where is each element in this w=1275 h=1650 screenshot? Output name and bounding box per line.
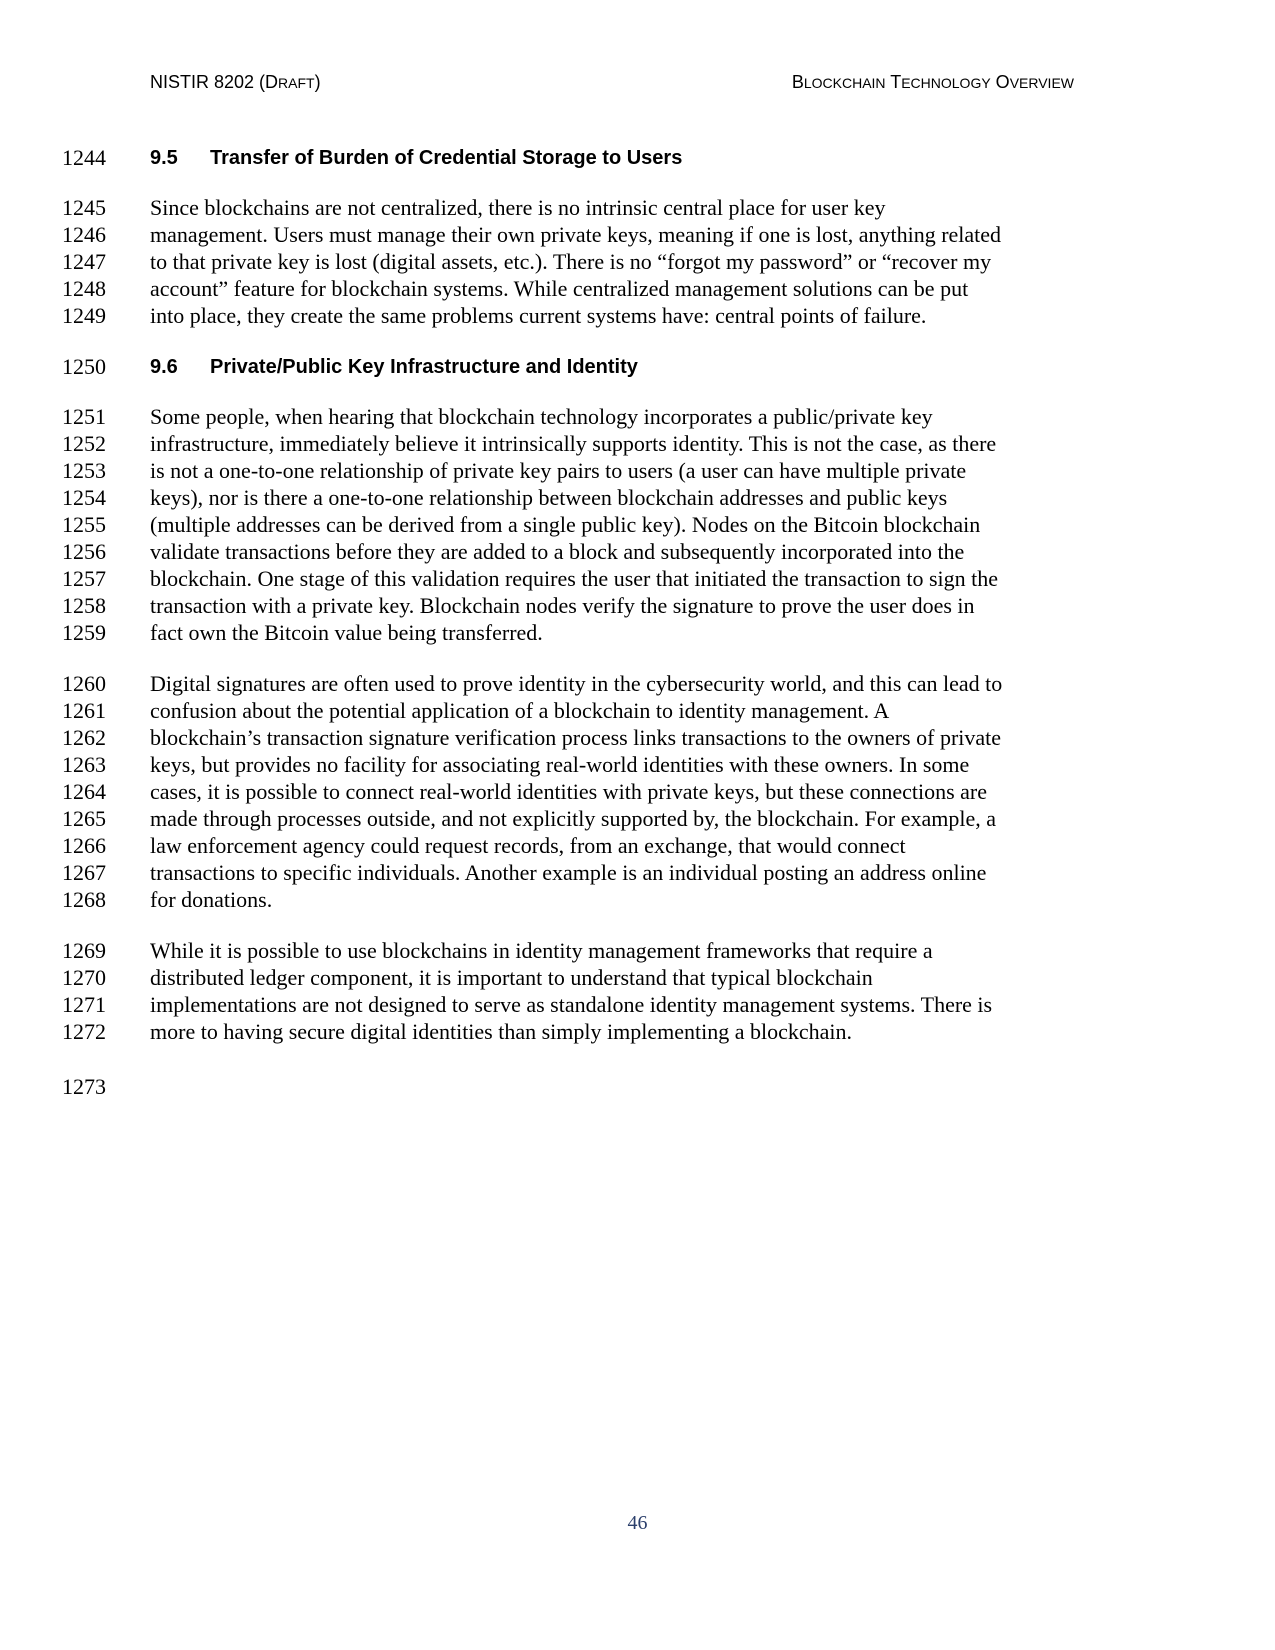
text-line xyxy=(0,697,1275,725)
text-line xyxy=(0,1073,1275,1101)
text-line xyxy=(0,538,1275,566)
line-number: 1270 xyxy=(62,965,106,990)
text-line xyxy=(0,619,1275,647)
line-number: 1248 xyxy=(62,276,106,301)
section-number: 9.5 xyxy=(150,147,178,169)
line-text: validate transactions before they are added to a block and subsequently incorporated into the xyxy=(150,539,965,564)
line-number: 1246 xyxy=(62,222,106,247)
line-number: 1251 xyxy=(62,404,106,429)
page-number: 46 xyxy=(627,1512,648,1534)
text-line xyxy=(0,592,1275,620)
section-heading xyxy=(150,353,638,381)
running-header-left: NISTIR 8202 (DRAFT) xyxy=(150,72,321,92)
section-title: Private/Public Key Infrastructure and Identity xyxy=(210,356,638,378)
line-text: Some people, when hearing that blockchain technology incorporates a public/private key xyxy=(150,404,933,429)
line-number: 1250 xyxy=(62,354,106,379)
text-line xyxy=(0,670,1275,698)
line-text: for donations. xyxy=(150,887,273,912)
line-text: is not a one-to-one relationship of private key pairs to users (a user can have multiple private xyxy=(150,458,967,483)
line-text: into place, they create the same problems current systems have: central points of failure. xyxy=(150,303,927,328)
line-text: law enforcement agency could request records, from an exchange, that would connect xyxy=(150,833,906,858)
text-line xyxy=(0,484,1275,512)
text-line xyxy=(0,859,1275,887)
line-text: blockchain’s transaction signature verification process links transactions to the owners of private xyxy=(150,725,1002,750)
line-text: keys, but provides no facility for associating real-world identities with these owners. In some xyxy=(150,752,970,777)
line-number: 1259 xyxy=(62,620,106,645)
line-number: 1264 xyxy=(62,779,106,804)
line-text: keys), nor is there a one-to-one relationship between blockchain addresses and public keys xyxy=(150,485,948,510)
text-line xyxy=(0,805,1275,833)
text-line xyxy=(0,991,1275,1019)
line-text: account” feature for blockchain systems. While centralized management solutions can be put xyxy=(150,276,969,301)
line-text: Digital signatures are often used to prove identity in the cybersecurity world, and this can lead to xyxy=(150,671,1003,696)
line-text: blockchain. One stage of this validation requires the user that initiated the transaction to sign the xyxy=(150,566,998,591)
text-line xyxy=(0,302,1275,330)
text-line xyxy=(0,1018,1275,1046)
line-number: 1245 xyxy=(62,195,106,220)
line-number: 1244 xyxy=(62,145,106,170)
line-number: 1252 xyxy=(62,431,106,456)
text-line xyxy=(0,832,1275,860)
text-line xyxy=(0,457,1275,485)
text-line xyxy=(0,565,1275,593)
line-text: transactions to specific individuals. Another example is an individual posting an address online xyxy=(150,860,987,885)
line-number: 1261 xyxy=(62,698,106,723)
section-title: Transfer of Burden of Credential Storage to Users xyxy=(210,147,683,169)
section-number: 9.6 xyxy=(150,356,178,378)
line-text: to that private key is lost (digital assets, etc.). There is no “forgot my password” or “recover my xyxy=(150,249,992,274)
text-line xyxy=(0,403,1275,431)
line-number: 1273 xyxy=(62,1074,106,1099)
text-line xyxy=(0,221,1275,249)
line-number: 1249 xyxy=(62,303,106,328)
line-number: 1262 xyxy=(62,725,106,750)
line-number: 1255 xyxy=(62,512,106,537)
line-number: 1257 xyxy=(62,566,106,591)
line-number: 1267 xyxy=(62,860,106,885)
text-line xyxy=(0,194,1275,222)
line-number: 1271 xyxy=(62,992,106,1017)
text-line xyxy=(0,275,1275,303)
text-line xyxy=(0,964,1275,992)
line-number: 1272 xyxy=(62,1019,106,1044)
running-header-right: BLOCKCHAIN TECHNOLOGY OVERVIEW xyxy=(791,72,1074,92)
line-text: Since blockchains are not centralized, there is no intrinsic central place for user key xyxy=(150,195,886,220)
line-text: confusion about the potential application of a blockchain to identity management. A xyxy=(150,698,890,723)
text-line xyxy=(0,724,1275,752)
section-heading-row xyxy=(0,144,1275,172)
line-number: 1268 xyxy=(62,887,106,912)
line-number: 1266 xyxy=(62,833,106,858)
text-line xyxy=(0,751,1275,779)
text-line xyxy=(0,886,1275,914)
text-line xyxy=(0,430,1275,458)
line-number: 1258 xyxy=(62,593,106,618)
line-text: made through processes outside, and not explicitly supported by, the blockchain. For example, a xyxy=(150,806,996,831)
line-text: (multiple addresses can be derived from a single public key). Nodes on the Bitcoin blockchain xyxy=(150,512,981,537)
line-text: more to having secure digital identities than simply implementing a blockchain. xyxy=(150,1019,853,1044)
text-line xyxy=(0,248,1275,276)
text-line xyxy=(0,937,1275,965)
line-number: 1247 xyxy=(62,249,106,274)
line-number: 1254 xyxy=(62,485,106,510)
section-heading xyxy=(150,144,682,172)
line-text: cases, it is possible to connect real-world identities with private keys, but these connections are xyxy=(150,779,987,804)
line-number: 1265 xyxy=(62,806,106,831)
line-number: 1260 xyxy=(62,671,106,696)
text-line xyxy=(0,778,1275,806)
line-number: 1253 xyxy=(62,458,106,483)
line-text: implementations are not designed to serve as standalone identity management systems. There is xyxy=(150,992,993,1017)
line-number: 1263 xyxy=(62,752,106,777)
section-heading-row xyxy=(0,353,1275,381)
text-line xyxy=(0,511,1275,539)
line-text: infrastructure, immediately believe it intrinsically supports identity. This is not the case, as there xyxy=(150,431,997,456)
line-text: distributed ledger component, it is important to understand that typical blockchain xyxy=(150,965,873,990)
line-text: While it is possible to use blockchains in identity management frameworks that require a xyxy=(150,938,933,963)
line-text: fact own the Bitcoin value being transferred. xyxy=(150,620,543,645)
line-number: 1256 xyxy=(62,539,106,564)
line-text: management. Users must manage their own private keys, meaning if one is lost, anything related xyxy=(150,222,1002,247)
line-text: transaction with a private key. Blockchain nodes verify the signature to prove the user does in xyxy=(150,593,975,618)
line-number: 1269 xyxy=(62,938,106,963)
